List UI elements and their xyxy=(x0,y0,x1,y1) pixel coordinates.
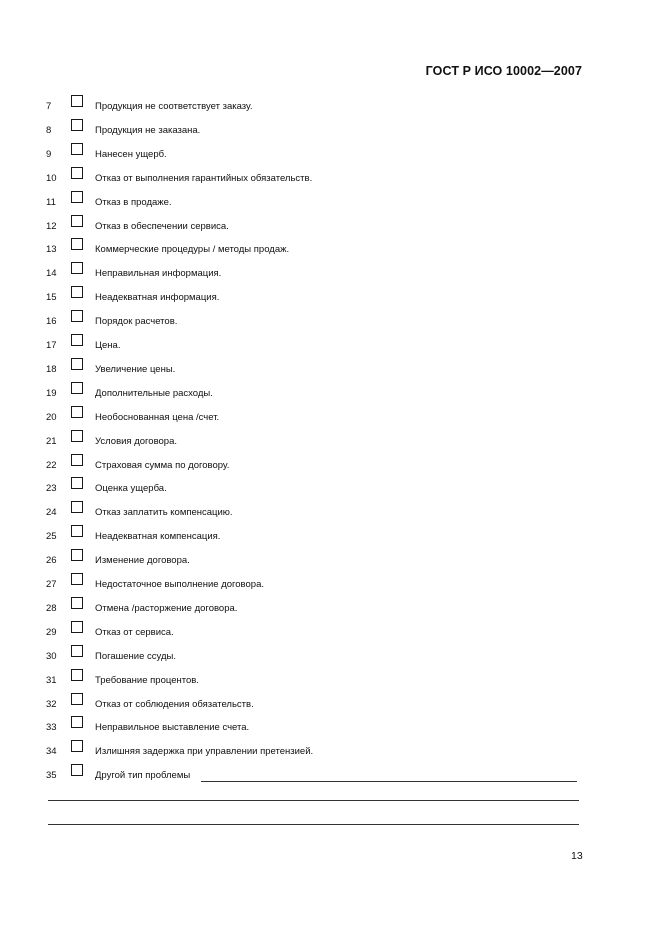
item-number: 24 xyxy=(46,507,57,519)
item-label: Нанесен ущерб. xyxy=(95,148,167,160)
item-label: Отказ от выполнения гарантийных обязательств. xyxy=(95,172,313,184)
checklist-item xyxy=(0,746,661,766)
checklist-item xyxy=(0,412,661,432)
item-label: Необоснованная цена /счет. xyxy=(95,411,220,423)
item-number: 17 xyxy=(46,340,57,351)
checklist-item xyxy=(0,101,661,121)
item-checkbox[interactable] xyxy=(71,191,83,203)
item-checkbox[interactable] xyxy=(71,597,83,609)
item-number: 20 xyxy=(46,411,57,423)
item-number: 22 xyxy=(46,459,57,471)
item-checkbox[interactable] xyxy=(71,310,83,322)
checklist-item xyxy=(0,292,661,312)
item-label: Цена. xyxy=(95,340,121,351)
item-checkbox[interactable] xyxy=(71,693,83,705)
item-checkbox[interactable] xyxy=(71,406,83,418)
checklist-item xyxy=(0,364,661,384)
item-checkbox[interactable] xyxy=(71,669,83,681)
item-label: Отказ от сервиса. xyxy=(95,626,174,638)
checklist-item xyxy=(0,125,661,145)
item-label: Отказ от соблюдения обязательств. xyxy=(95,698,254,710)
checklist-item xyxy=(0,555,661,575)
item-checkbox[interactable] xyxy=(71,454,83,466)
item-checkbox[interactable] xyxy=(71,358,83,370)
item-number: 14 xyxy=(46,268,57,280)
item-number: 28 xyxy=(46,602,57,614)
item-checkbox[interactable] xyxy=(71,501,83,513)
item-number: 19 xyxy=(46,387,57,399)
item-number: 31 xyxy=(46,674,57,686)
item-number: 9 xyxy=(46,148,52,160)
item-number: 26 xyxy=(46,555,57,567)
item-label: Порядок расчетов. xyxy=(95,316,178,328)
blank-line-2[interactable] xyxy=(48,824,579,825)
item-checkbox[interactable] xyxy=(71,645,83,657)
item-label: Недостаточное выполнение договора. xyxy=(95,579,264,590)
checklist-item xyxy=(0,316,661,336)
item-label: Неадекватная информация. xyxy=(95,292,220,304)
item-number: 18 xyxy=(46,363,57,375)
item-checkbox[interactable] xyxy=(71,740,83,752)
item-label: Неправильная информация. xyxy=(95,268,222,280)
item-checkbox[interactable] xyxy=(71,334,83,346)
page-number: 13 xyxy=(571,850,583,862)
checklist-item xyxy=(0,197,661,217)
checklist-item xyxy=(0,722,661,742)
item-number: 30 xyxy=(46,650,57,662)
checklist-item xyxy=(0,531,661,551)
item-label: Излишняя задержка при управлении претензией. xyxy=(95,746,314,758)
item-checkbox[interactable] xyxy=(71,286,83,298)
checklist-item xyxy=(0,483,661,503)
item-checkbox[interactable] xyxy=(71,262,83,274)
checklist-item xyxy=(0,627,661,647)
item-number: 23 xyxy=(46,483,57,495)
item-number: 34 xyxy=(46,746,57,758)
item-number: 15 xyxy=(46,292,57,304)
checklist-item xyxy=(0,651,661,671)
item-checkbox[interactable] xyxy=(71,143,83,155)
checklist-item xyxy=(0,221,661,241)
item-checkbox[interactable] xyxy=(71,477,83,489)
other-problem-input-line[interactable] xyxy=(201,781,577,782)
item-checkbox[interactable] xyxy=(71,382,83,394)
checklist-item xyxy=(0,149,661,169)
item-checkbox[interactable] xyxy=(71,621,83,633)
item-checkbox[interactable] xyxy=(71,95,83,107)
item-number: 29 xyxy=(46,626,57,638)
checklist-item xyxy=(0,603,661,623)
item-checkbox[interactable] xyxy=(71,549,83,561)
item-number: 35 xyxy=(46,770,57,782)
checklist-item xyxy=(0,770,661,790)
checklist-item xyxy=(0,507,661,527)
item-label: Погашение ссуды. xyxy=(95,650,176,662)
item-label: Увеличение цены. xyxy=(95,363,176,375)
item-label: Отказ в продаже. xyxy=(95,196,172,208)
checklist-item xyxy=(0,388,661,408)
item-label: Изменение договора. xyxy=(95,555,190,567)
item-label: Отказ заплатить компенсацию. xyxy=(95,507,233,519)
item-number: 21 xyxy=(46,435,57,447)
checklist-item xyxy=(0,579,661,599)
item-label: Дополнительные расходы. xyxy=(95,387,213,399)
item-number: 33 xyxy=(46,722,57,734)
item-label: Оценка ущерба. xyxy=(95,483,167,495)
item-label: Страховая сумма по договору. xyxy=(95,459,230,471)
item-label: Продукция не соответствует заказу. xyxy=(95,101,253,112)
item-label: Требование процентов. xyxy=(95,674,199,686)
checklist-item xyxy=(0,699,661,719)
item-checkbox[interactable] xyxy=(71,215,83,227)
item-number: 16 xyxy=(46,316,57,328)
item-label: Отказ в обеспечении сервиса. xyxy=(95,220,229,232)
item-checkbox[interactable] xyxy=(71,716,83,728)
item-number: 27 xyxy=(46,579,57,590)
item-checkbox[interactable] xyxy=(71,238,83,250)
item-label: Продукция не заказана. xyxy=(95,124,201,136)
item-checkbox[interactable] xyxy=(71,430,83,442)
item-number: 32 xyxy=(46,698,57,710)
checklist-item xyxy=(0,675,661,695)
item-checkbox[interactable] xyxy=(71,119,83,131)
item-number: 12 xyxy=(46,220,57,232)
item-number: 10 xyxy=(46,172,57,184)
item-checkbox[interactable] xyxy=(71,764,83,776)
item-number: 8 xyxy=(46,124,52,136)
checklist-item xyxy=(0,460,661,480)
item-label: Неадекватная компенсация. xyxy=(95,531,221,543)
item-label: Другой тип проблемы xyxy=(95,770,191,782)
item-label: Отмена /расторжение договора. xyxy=(95,602,238,614)
item-label: Коммерческие процедуры / методы продаж. xyxy=(95,244,290,256)
checklist-item xyxy=(0,173,661,193)
checklist-item xyxy=(0,268,661,288)
item-number: 25 xyxy=(46,531,57,543)
item-checkbox[interactable] xyxy=(71,167,83,179)
checklist-item xyxy=(0,244,661,264)
item-label: Неправильное выставление счета. xyxy=(95,722,250,734)
item-checkbox[interactable] xyxy=(71,573,83,585)
item-number: 11 xyxy=(46,196,56,208)
checklist-item xyxy=(0,340,661,360)
item-label: Условия договора. xyxy=(95,435,178,447)
item-checkbox[interactable] xyxy=(71,525,83,537)
document-header: ГОСТ Р ИСО 10002—2007 xyxy=(425,64,582,78)
item-number: 13 xyxy=(46,244,57,256)
blank-line-1[interactable] xyxy=(48,800,579,801)
checklist-item xyxy=(0,436,661,456)
item-number: 7 xyxy=(46,101,52,112)
